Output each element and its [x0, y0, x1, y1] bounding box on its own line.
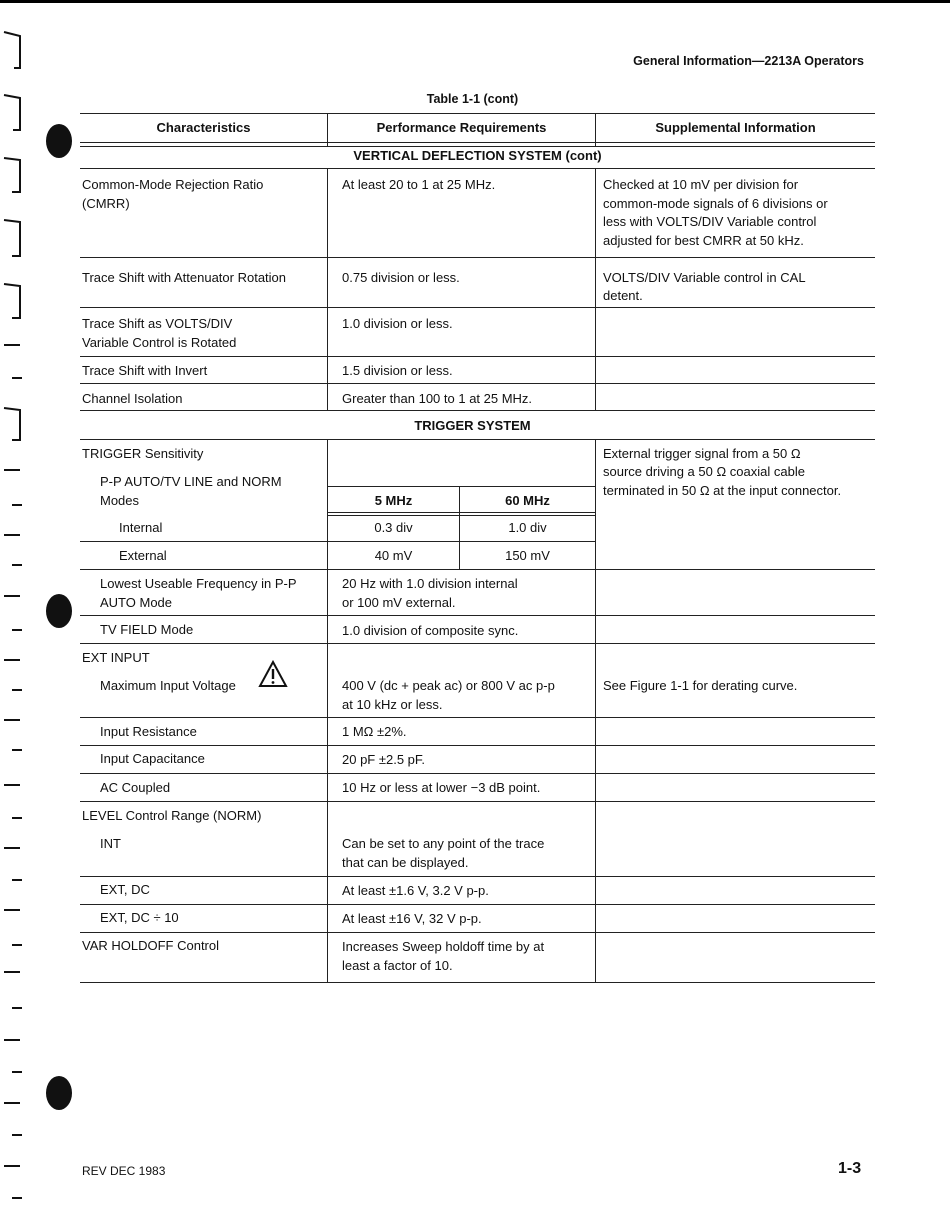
tv-field-performance: 1.0 division of composite sync. [342, 623, 519, 638]
cmrr-characteristic-abbr: (CMRR) [82, 196, 130, 211]
channel-isolation-performance: Greater than 100 to 1 at 25 MHz. [342, 391, 533, 406]
input-capacitance-characteristic: Input Capacitance [100, 751, 205, 766]
trigger-supplemental-line: terminated in 50 Ω at the input connector. [603, 483, 842, 498]
trace-volts-characteristic-2: Variable Control is Rotated [82, 335, 237, 350]
trigger-modes-line-2: Modes [100, 493, 140, 508]
level-performance: Can be set to any point of the trace [342, 836, 545, 851]
ext-dc10-characteristic: EXT, DC ÷ 10 [100, 910, 179, 925]
var-holdoff-performance-2: least a factor of 10. [342, 958, 453, 973]
section-heading-vertical: VERTICAL DEFLECTION SYSTEM (cont) [353, 148, 602, 163]
internal-5mhz-value: 0.3 div [374, 520, 413, 535]
level-control-characteristic: LEVEL Control Range (NORM) [82, 808, 262, 823]
col-header-characteristics: Characteristics [156, 120, 251, 135]
page-number: 1-3 [838, 1160, 862, 1177]
external-5mhz-value: 40 mV [374, 548, 413, 563]
trace-volts-performance: 1.0 division or less. [342, 316, 453, 331]
ext-dc-characteristic: EXT, DC [100, 882, 150, 897]
max-input-voltage-label: Maximum Input Voltage [100, 678, 236, 693]
ext-input-performance-2: at 10 kHz or less. [342, 697, 443, 712]
trace-attn-supplemental-line: detent. [603, 288, 643, 303]
cmrr-supplemental-line: Checked at 10 mV per division for [603, 177, 799, 192]
col-header-performance: Performance Requirements [376, 120, 547, 135]
running-header: General Information—2213A Operators [633, 54, 864, 68]
lowest-freq-performance: 20 Hz with 1.0 division internal [342, 576, 518, 591]
tv-field-characteristic: TV FIELD Mode [100, 622, 194, 637]
trigger-modes-line: P-P AUTO/TV LINE and NORM [100, 474, 282, 489]
lowest-freq-performance-2: or 100 mV external. [342, 595, 456, 610]
section-heading-trigger: TRIGGER SYSTEM [414, 418, 531, 433]
cmrr-performance: At least 20 to 1 at 25 MHz. [342, 177, 496, 192]
lowest-freq-characteristic-2: AUTO Mode [100, 595, 173, 610]
input-resistance-characteristic: Input Resistance [100, 724, 197, 739]
ext-input-characteristic: EXT INPUT [82, 650, 150, 665]
top-rule [0, 0, 950, 3]
cmrr-characteristic: Common-Mode Rejection Ratio [82, 177, 264, 192]
level-performance-2: that can be displayed. [342, 855, 469, 870]
trigger-external-label: External [119, 548, 167, 563]
warning-triangle-icon [258, 660, 288, 688]
trace-attn-supplemental-line: VOLTS/DIV Variable control in CAL [603, 270, 806, 285]
ac-coupled-characteristic: AC Coupled [100, 780, 171, 795]
punch-hole-mark [46, 1076, 72, 1110]
subheader-60mhz: 60 MHz [505, 493, 550, 508]
ext-dc10-performance: At least ±16 V, 32 V p-p. [342, 911, 482, 926]
trigger-sensitivity-characteristic: TRIGGER Sensitivity [82, 446, 204, 461]
external-60mhz-value: 150 mV [505, 548, 550, 563]
trigger-supplemental-line: External trigger signal from a 50 Ω [603, 446, 801, 461]
trace-invert-characteristic: Trace Shift with Invert [82, 363, 208, 378]
internal-60mhz-value: 1.0 div [508, 520, 547, 535]
trace-attn-characteristic: Trace Shift with Attenuator Rotation [82, 270, 287, 285]
ext-dc-performance: At least ±1.6 V, 3.2 V p-p. [342, 883, 489, 898]
punch-hole-mark [46, 124, 72, 158]
col-header-supplemental: Supplemental Information [655, 120, 816, 135]
ac-coupled-performance: 10 Hz or less at lower −3 dB point. [342, 780, 541, 795]
cmrr-supplemental-line: less with VOLTS/DIV Variable control [603, 214, 817, 229]
input-capacitance-performance: 20 pF ±2.5 pF. [342, 752, 426, 767]
level-int-label: INT [100, 836, 121, 851]
lowest-freq-characteristic: Lowest Useable Frequency in P-P [100, 576, 297, 591]
input-resistance-performance: 1 MΩ ±2%. [342, 724, 407, 739]
ext-input-performance: 400 V (dc + peak ac) or 800 V ac p-p [342, 678, 555, 693]
channel-isolation-characteristic: Channel Isolation [82, 391, 183, 406]
subheader-5mhz: 5 MHz [374, 493, 413, 508]
table-title: Table 1-1 (cont) [426, 92, 519, 106]
trace-attn-performance: 0.75 division or less. [342, 270, 460, 285]
var-holdoff-performance: Increases Sweep holdoff time by at [342, 939, 545, 954]
var-holdoff-characteristic: VAR HOLDOFF Control [82, 938, 220, 953]
trigger-internal-label: Internal [119, 520, 163, 535]
cmrr-supplemental-line: common-mode signals of 6 divisions or [603, 196, 828, 211]
trace-invert-performance: 1.5 division or less. [342, 363, 453, 378]
ext-input-supplemental: See Figure 1-1 for derating curve. [603, 678, 798, 693]
revision-date: REV DEC 1983 [82, 1164, 166, 1178]
punch-hole-mark [46, 594, 72, 628]
trigger-supplemental-line: source driving a 50 Ω coaxial cable [603, 464, 805, 479]
trace-volts-characteristic: Trace Shift as VOLTS/DIV [82, 316, 233, 331]
cmrr-supplemental-line: adjusted for best CMRR at 50 kHz. [603, 233, 804, 248]
